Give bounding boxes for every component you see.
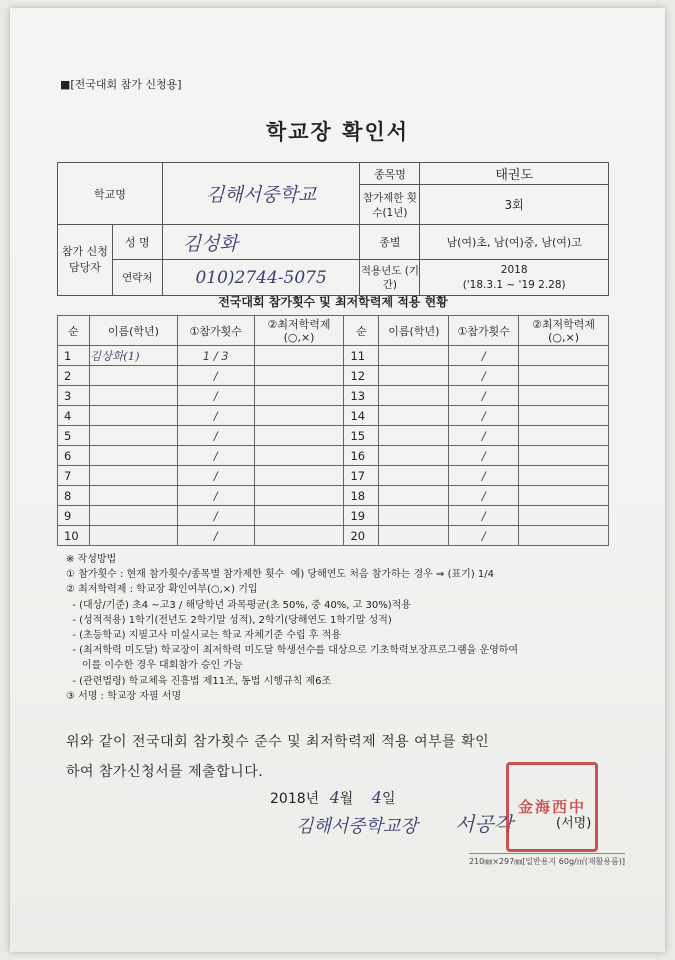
- date-day-value: 4: [371, 788, 382, 807]
- row-min: [519, 466, 609, 486]
- instructions: [66, 552, 626, 704]
- header-name: 이름(학년): [379, 316, 449, 346]
- instruction-line: - (성적적용) 1학기(전년도 2학기말 성적), 2학기(당해연도 1학기말 성적): [66, 614, 392, 626]
- row-number: 14: [344, 406, 379, 426]
- row-count: /: [449, 506, 519, 526]
- row-name: [379, 466, 449, 486]
- row-number: 5: [58, 426, 90, 446]
- row-count: /: [177, 506, 254, 526]
- row-name: [89, 446, 177, 466]
- row-name: [89, 366, 177, 386]
- row-name: [379, 486, 449, 506]
- row-count: /: [177, 386, 254, 406]
- header-no: 순: [344, 316, 379, 346]
- instruction-line: ① 참가횟수 : 현재 참가횟수/종목별 참가제한 횟수 예) 당해연도 처음 참가하는 경우 ⇒ (표기) 1/4: [66, 569, 495, 581]
- row-count: /: [177, 526, 254, 546]
- row-number: 10: [58, 526, 90, 546]
- header-count: ①참가횟수: [177, 316, 254, 346]
- date-month-value: 4: [329, 788, 340, 807]
- gender-value: 남(여)초, 남(여)중, 남(여)고: [420, 225, 609, 260]
- row-name: [89, 466, 177, 486]
- row-count: /: [449, 526, 519, 546]
- table-row: [58, 446, 609, 466]
- row-name: [379, 506, 449, 526]
- row-name: [89, 406, 177, 426]
- row-number: 19: [344, 506, 379, 526]
- period-value: ('18.3.1 ~ '19 2.28): [462, 278, 566, 291]
- row-min: [254, 346, 344, 366]
- row-min: [519, 426, 609, 446]
- info-table: [57, 162, 609, 296]
- row-min: [519, 346, 609, 366]
- row-number: 12: [344, 366, 379, 386]
- row-count: /: [177, 486, 254, 506]
- row-min: [519, 406, 609, 426]
- row-min: [254, 506, 344, 526]
- header-count: ①참가횟수: [449, 316, 519, 346]
- school-label: 학교명: [58, 163, 163, 225]
- row-min: [519, 506, 609, 526]
- row-name: [379, 366, 449, 386]
- row-name: [379, 526, 449, 546]
- year-value: 2018: [500, 263, 528, 276]
- table-row: [58, 486, 609, 506]
- row-name: [89, 486, 177, 506]
- row-name: [89, 426, 177, 446]
- header-name: 이름(학년): [89, 316, 177, 346]
- row-min: [519, 386, 609, 406]
- row-min: [519, 446, 609, 466]
- principal-signature: 서공각: [455, 812, 513, 836]
- statement-line-1: 위와 같이 전국대회 참가횟수 준수 및 최저학력제 적용 여부를 확인: [66, 734, 490, 750]
- instruction-line: - (대상/기준) 초4 ~고3 / 해당학년 과목평균(초 50%, 중 40%, 고 30%)적용: [66, 599, 411, 611]
- row-number: 11: [344, 346, 379, 366]
- instruction-line: ※ 작성방법: [66, 554, 117, 565]
- statement-line-2: 하여 참가신청서를 제출합니다.: [66, 764, 264, 780]
- contact-value: 010)2744-5075: [162, 260, 360, 296]
- row-number: 18: [344, 486, 379, 506]
- table-row: [58, 426, 609, 446]
- row-number: 16: [344, 446, 379, 466]
- name-value: 김성화: [162, 225, 360, 260]
- limit-value: 3회: [420, 185, 609, 225]
- row-number: 20: [344, 526, 379, 546]
- paper-spec: 210㎜×297㎜[일반용지 60g/㎡(재활용품)]: [469, 853, 625, 867]
- row-count: /: [449, 446, 519, 466]
- row-number: 15: [344, 426, 379, 446]
- year-label: 적용년도 (기간): [360, 260, 420, 296]
- year-cell: [420, 260, 609, 296]
- row-min: [254, 426, 344, 446]
- header-min: ②최저학력제 (○,×): [519, 316, 609, 346]
- row-count: /: [177, 426, 254, 446]
- row-number: 17: [344, 466, 379, 486]
- date-month: 월: [339, 791, 354, 807]
- official-seal-stamp: 金海 西中: [506, 762, 598, 852]
- gender-label: 종별: [360, 225, 420, 260]
- table-row: [58, 386, 609, 406]
- manager-label: 참가 신청 담당자: [58, 225, 113, 296]
- row-number: 8: [58, 486, 90, 506]
- row-min: [254, 486, 344, 506]
- row-count: /: [177, 446, 254, 466]
- row-number: 6: [58, 446, 90, 466]
- row-count: 1 / 3: [177, 346, 254, 366]
- event-value: 태권도: [420, 163, 609, 185]
- row-number: 2: [58, 366, 90, 386]
- row-count: /: [449, 466, 519, 486]
- row-min: [254, 446, 344, 466]
- instruction-line: - (관련법령) 학교체육 진흥법 제11조, 동법 시행규칙 제6조: [66, 675, 332, 687]
- table-row: [58, 526, 609, 546]
- instruction-line: 이를 이수한 경우 대회참가 승인 가능: [66, 660, 243, 672]
- row-name: [379, 406, 449, 426]
- row-name: 김상화(1): [89, 346, 177, 366]
- date-year: 2018년: [270, 791, 320, 807]
- row-count: /: [449, 386, 519, 406]
- row-min: [519, 486, 609, 506]
- row-number: 7: [58, 466, 90, 486]
- row-count: /: [449, 366, 519, 386]
- table-row: [58, 506, 609, 526]
- row-name: [379, 346, 449, 366]
- row-count: /: [177, 366, 254, 386]
- instruction-line: - (최저학력 미도달) 학교장이 최저학력 미도달 학생선수를 대상으로 기초학력보장프로그램을 운영하여: [66, 645, 519, 657]
- table-row: [58, 406, 609, 426]
- principal-title: 김해서중학교장: [296, 816, 418, 837]
- row-count: /: [449, 426, 519, 446]
- row-name: [379, 386, 449, 406]
- row-number: 13: [344, 386, 379, 406]
- table-row: [58, 346, 609, 366]
- row-name: [89, 386, 177, 406]
- header-min: ②최저학력제 (○,×): [254, 316, 344, 346]
- row-count: /: [177, 466, 254, 486]
- name-label: 성 명: [112, 225, 162, 260]
- sign-label: (서명): [556, 816, 592, 831]
- row-min: [519, 366, 609, 386]
- row-min: [254, 526, 344, 546]
- statement: [66, 727, 489, 787]
- instruction-line: ② 최저학력제 : 학교장 확인여부(○,×) 기입: [66, 584, 258, 596]
- participation-table: [57, 315, 609, 546]
- row-number: 3: [58, 386, 90, 406]
- document-title: 학교장 확인서: [265, 120, 410, 144]
- row-name: [379, 446, 449, 466]
- table-row: [58, 466, 609, 486]
- row-count: /: [449, 406, 519, 426]
- instruction-line: - (초등학교) 지필고사 미실시교는 학교 자체기준 수립 후 적용: [66, 630, 342, 642]
- instruction-line: ③ 서명 : 학교장 자필 서명: [66, 690, 182, 702]
- row-min: [254, 406, 344, 426]
- row-count: /: [449, 486, 519, 506]
- form-label: ■[전국대회 참가 신청용]: [60, 78, 182, 91]
- table-row: [58, 366, 609, 386]
- row-number: 1: [58, 346, 90, 366]
- limit-label: 참가제한 횟수(1년): [360, 185, 420, 225]
- date: [270, 788, 396, 808]
- header-no: 순: [58, 316, 90, 346]
- contact-label: 연락처: [112, 260, 162, 296]
- row-number: 4: [58, 406, 90, 426]
- row-name: [89, 506, 177, 526]
- row-min: [254, 386, 344, 406]
- school-value: 김해서중학교: [162, 163, 360, 225]
- row-min: [519, 526, 609, 546]
- event-label: 종목명: [360, 163, 420, 185]
- row-min: [254, 366, 344, 386]
- row-min: [254, 466, 344, 486]
- row-number: 9: [58, 506, 90, 526]
- row-count: /: [449, 346, 519, 366]
- table-title: 전국대회 참가횟수 및 최저학력제 적용 현황: [218, 295, 448, 309]
- date-day: 일: [381, 791, 396, 807]
- row-count: /: [177, 406, 254, 426]
- row-name: [89, 526, 177, 546]
- row-name: [379, 426, 449, 446]
